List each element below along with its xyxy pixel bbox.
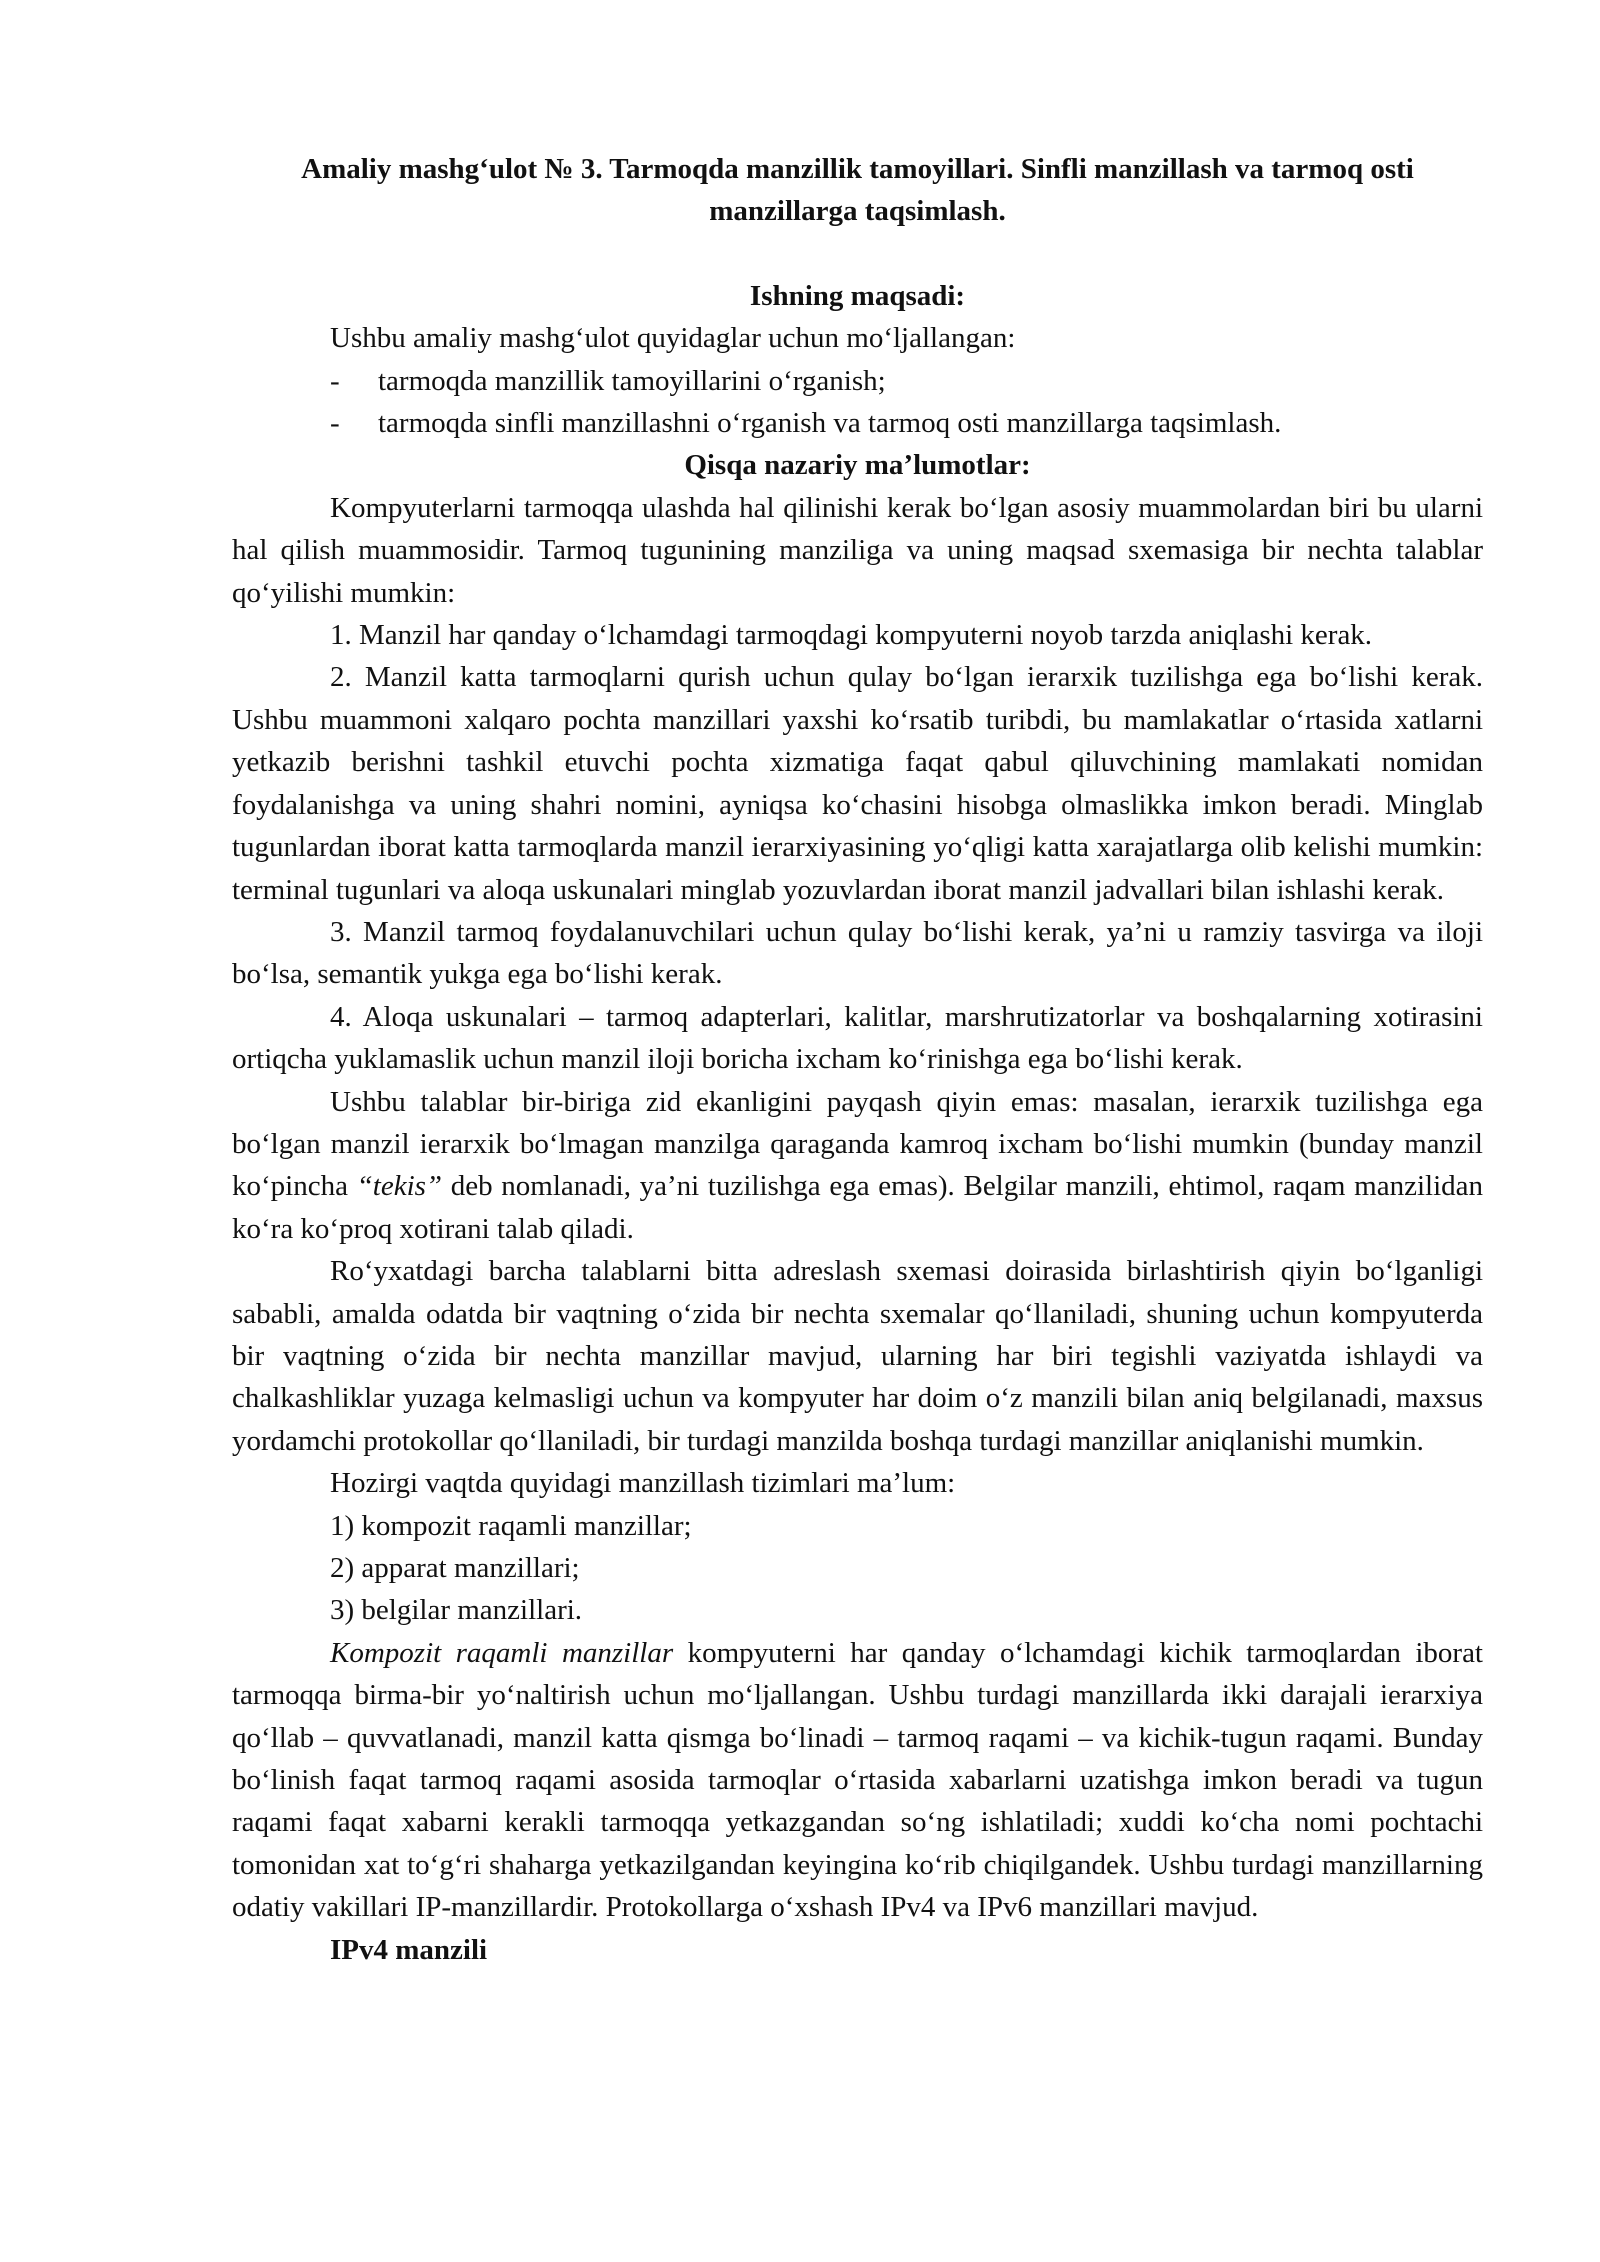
- document-title: Amaliy mashg‘ulot № 3. Tarmoqda manzillik tamoyillari. Sinfli manzillash va tarmoq osti manzillarga taqsimlash.: [301, 153, 1414, 228]
- ipv4-heading: IPv4 manzili: [330, 1933, 488, 1966]
- requirement-item: 1. Manzil har qanday o‘lchamdagi tarmoqdagi kompyuterni noyob tarzda aniqlashi kerak.: [330, 619, 1373, 652]
- paragraph: Ro‘yxatdagi barcha talablarni bitta adreslash sxemasi doirasida birlashtirish qiyin bo‘lganligi sababli, amalda odatda bir vaqtning o‘zida bir nechta sxemalar qo‘llaniladi, shuning uchun kompyuterda bir vaqtning o‘zida bir nechta manzillar mavjud, ularning har biri tegishli vaziyatda ishlaydi va chalkashliklar yuzaga kelmasligi uchun va kompyuter har doim o‘z manzili bilan aniq belgilanadi, maxsus yordamchi protokollar qo‘llaniladi, bir turdagi manzilda boshqa turdagi manzillar aniqlanishi mumkin.: [232, 1255, 1483, 1457]
- paragraph: Ushbu talablar bir-biriga zid ekanligini payqash qiyin emas: masalan, ierarxik tuzilishga ega bo‘lgan manzil ierarxik bo‘lmagan manzilga qaraganda kamroq ixcham bo‘lishi mumkin (bunday manzil ko‘pincha “tekis” deb nomlanadi, ya’ni tuzilishga ega emas). Belgilar manzili, ehtimol, raqam manzilidan ko‘ra ko‘proq xotirani talab qiladi.: [232, 1085, 1483, 1245]
- paragraph: Kompyuterlarni tarmoqqa ulashda hal qilinishi kerak bo‘lgan asosiy muammolardan biri bu ularni hal qilish muammosidir. Tarmoq tugunining manziliga va uning maqsad sxemasiga bir nechta talablar qo‘yilishi mumkin:: [232, 491, 1483, 609]
- goal-item: - tarmoqda sinfli manzillashni o‘rganish va tarmoq osti manzillarga taqsimlash.: [330, 407, 1282, 440]
- requirement-item: 4. Aloqa uskunalari – tarmoq adapterlari, kalitlar, marshrutizatorlar va boshqalarning xotirasini ortiqcha yuklamaslik uchun manzil iloji boricha ixcham ko‘rinishga ega bo‘lishi kerak.: [232, 1000, 1483, 1076]
- paragraph: Hozirgi vaqtda quyidagi manzillash tizimlari ma’lum:: [330, 1467, 956, 1500]
- spacer: [232, 233, 1483, 275]
- theory-heading: Qisqa nazariy ma’lumotlar:: [684, 449, 1031, 482]
- goal-heading: Ishning maqsadi:: [749, 279, 966, 312]
- goal-intro: Ushbu amaliy mashg‘ulot quyidaglar uchun mo‘ljallangan:: [330, 322, 1016, 355]
- requirement-item: 3. Manzil tarmoq foydalanuvchilari uchun qulay bo‘lishi kerak, ya’ni u ramziy tasvirga va iloji bo‘lsa, semantik yukga ega bo‘lishi kerak.: [232, 915, 1483, 991]
- tekis-term: “tekis”: [356, 1170, 443, 1203]
- requirement-item: 2. Manzil katta tarmoqlarni qurish uchun qulay bo‘lgan ierarxik tuzilishga ega bo‘lishi kerak. Ushbu muammoni xalqaro pochta manzillari yaxshi ko‘rsatib turibdi, bu mamlakatlar o‘rtasida xatlarni yetkazib berishni tashkil etuvchi pochta xizmatiga faqat qabul qiluvchining mamlakati nomidan foydalanishga va uning shahri nomini, ayniqsa ko‘chasini hisobga olmaslikka imkon beradi. Minglab tugunlardan iborat katta tarmoqlarda manzil ierarxiyasining yo‘qligi katta xarajatlarga olib kelishi mumkin: terminal tugunlari va aloqa uskunalari minglab yozuvlardan iborat manzil jadvallari bilan ishlashi kerak.: [232, 661, 1483, 906]
- goal-item: - tarmoqda manzillik tamoyillarini o‘rganish;: [330, 364, 886, 397]
- system-item: 3) belgilar manzillari.: [330, 1594, 583, 1627]
- composite-term: Kompozit raqamli manzillar: [330, 1636, 674, 1669]
- paragraph: Kompozit raqamli manzillar kompyuterni har qanday o‘lchamdagi kichik tarmoqlardan iborat tarmoqqa birma-bir yo‘naltirish uchun mo‘ljallangan. Ushbu turdagi manzillarda ikki darajali ierarxiya qo‘llab – quvvatlanadi, manzil katta qismga bo‘linadi – tarmoq raqami – va kichik-tugun raqami. Bunday bo‘linish faqat tarmoq raqami asosida tarmoqlar o‘rtasida xabarlarni uzatishga imkon beradi va tugun raqami faqat xabarni kerakli tarmoqqa yetkazgandan so‘ng ishlatiladi; xuddi ko‘cha nomi pochtachi tomonidan xat to‘g‘ri shaharga yetkazilgandan keyingina ko‘rib chiqilgandek. Ushbu turdagi manzillarning odatiy vakillari IP-manzillardir. Protokollarga o‘xshash IPv4 va IPv6 manzillari mavjud.: [232, 1636, 1483, 1924]
- system-item: 2) apparat manzillari;: [330, 1552, 580, 1584]
- system-item: 1) kompozit raqamli manzillar;: [330, 1509, 692, 1542]
